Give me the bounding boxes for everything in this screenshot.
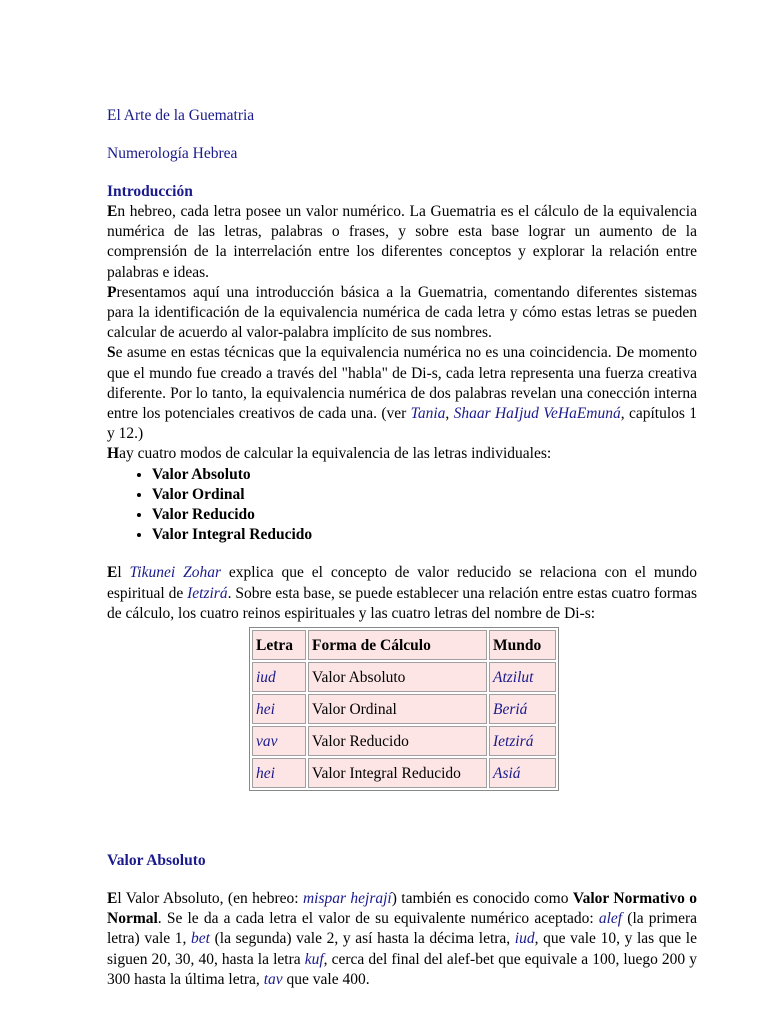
mispar-hejraji-term: mispar hejrají — [302, 890, 392, 908]
list-item-mode: • Valor Reducido — [152, 505, 697, 525]
document-page — [107, 106, 697, 990]
table-cell-letra: vav — [252, 726, 306, 756]
intro-heading: Introducción — [107, 183, 193, 200]
intro-paragraph-1-text: En hebreo, cada letra posee un valor numérico. La Guematria es el cálculo de la equivalencia numérica de las letras, palabras o frases, y sobre esta base lograr un aumento de la comprensión de la interrelación entre los diferentes conceptos y explorar la relación entre palabras e ideas. — [107, 203, 697, 281]
table-row — [252, 694, 556, 724]
valor-normativo-term: Valor Normativo o Normal — [107, 890, 697, 928]
intro-paragraph-4: Hay cuatro modos de calcular la equivalencia de las letras individuales: — [107, 445, 552, 463]
ietzira-reference: Ietzirá — [187, 584, 228, 602]
table-cell-forma: Valor Absoluto — [308, 662, 487, 692]
alef-term: alef — [598, 910, 623, 928]
va-text-a: El Valor Absoluto, (en hebreo: — [107, 890, 303, 908]
calculation-table — [249, 627, 559, 791]
tav-term: tav — [263, 970, 283, 988]
intro-paragraph-1 — [107, 202, 697, 283]
list-item-mode: • Valor Absoluto — [152, 465, 697, 485]
va-text-f: , que vale 10, y las que le siguen 20, 30, 40, hasta la letra — [107, 930, 697, 968]
va-text-c: . Se le da a cada letra el valor de su equivalente numérico aceptado: — [157, 910, 599, 928]
table-row — [252, 758, 556, 788]
intro-paragraph-2: Presentamos aquí una introducción básica a la Guematria, comentando diferentes sistemas para la identificación de la equivalencia numérica de cada letra y cómo estas letras se pueden calcular de acuerdo al valor-palabra implícito de sus nombres. — [107, 283, 697, 342]
table-header-letra: Letra — [252, 630, 306, 660]
tikunei-text-c: . Sobre esta base, se puede establecer una relación entre estas cuatro formas de cálculo, los cuatro reinos espirituales y las cuatro letras del nombre de Di-s: — [107, 584, 697, 622]
valor-absoluto-heading: Valor Absoluto — [107, 852, 206, 870]
document-title: El Arte de la Guematria — [107, 107, 255, 124]
table-cell-letra: hei — [252, 694, 306, 724]
valor-absoluto-paragraph — [107, 889, 697, 990]
va-text-h: que vale 400. — [282, 970, 370, 988]
table-cell-mundo: Atzilut — [489, 662, 556, 692]
va-text-d: (la primera letra) vale 1, — [107, 910, 697, 948]
table-cell-forma: Valor Ordinal — [308, 694, 487, 724]
table-cell-letra: hei — [252, 758, 306, 788]
tikunei-paragraph — [107, 563, 697, 624]
bet-term: bet — [191, 930, 210, 948]
table-header-forma: Forma de Cálculo — [308, 630, 487, 660]
table-cell-mundo: Asiá — [489, 758, 556, 788]
table-cell-letra: iud — [252, 662, 306, 692]
table-header-mundo: Mundo — [489, 630, 556, 660]
table-cell-forma: Valor Reducido — [308, 726, 487, 756]
calculation-modes-list — [107, 465, 697, 546]
list-item-mode: • Valor Ordinal — [152, 485, 697, 505]
table-cell-forma: Valor Integral Reducido — [308, 758, 487, 788]
p3-comma: , — [445, 405, 454, 423]
va-text-e: (la segunda) vale 2, y así hasta la décima letra, — [209, 930, 515, 948]
va-text-g: , cerca del final del alef-bet que equivale a 100, luego 200 y 300 hasta la última letra, — [107, 950, 697, 988]
p3-text-end: , capítulos 1 y 12.) — [107, 405, 697, 443]
tikunei-text-a: El — [107, 564, 130, 582]
list-item-mode: • Valor Integral Reducido — [152, 525, 697, 545]
document-subtitle: Numerología Hebrea — [107, 145, 238, 162]
calculation-table-wrapper — [249, 627, 697, 791]
tania-reference: Tania — [410, 405, 446, 423]
table-header-row — [252, 630, 556, 660]
intro-paragraph-3 — [107, 343, 697, 444]
tikunei-zohar-reference: Tikunei Zohar — [129, 564, 221, 582]
tikunei-text-b: explica que el concepto de valor reducido se relaciona con el mundo espiritual de — [107, 564, 697, 602]
table-row — [252, 726, 556, 756]
shaar-reference: Shaar HaIjud VeHaEmuná — [453, 405, 621, 423]
va-text-b: ) también es conocido como — [391, 890, 573, 908]
iud-term: iud — [514, 930, 535, 948]
table-cell-mundo: Ietzirá — [489, 726, 556, 756]
kuf-term: kuf — [304, 950, 324, 968]
table-row — [252, 662, 556, 692]
p3-text-a: Se asume en estas técnicas que la equivalencia numérica no es una coincidencia. De momento que el mundo fue creado a través del "habla" de Di-s, cada letra representa una fuerza creativa diferente. Por lo tanto, la equivalencia numérica de dos palabras revelan una conección interna entre los potenciales creativos de cada una. (ver — [107, 344, 697, 423]
table-cell-mundo: Beriá — [489, 694, 556, 724]
